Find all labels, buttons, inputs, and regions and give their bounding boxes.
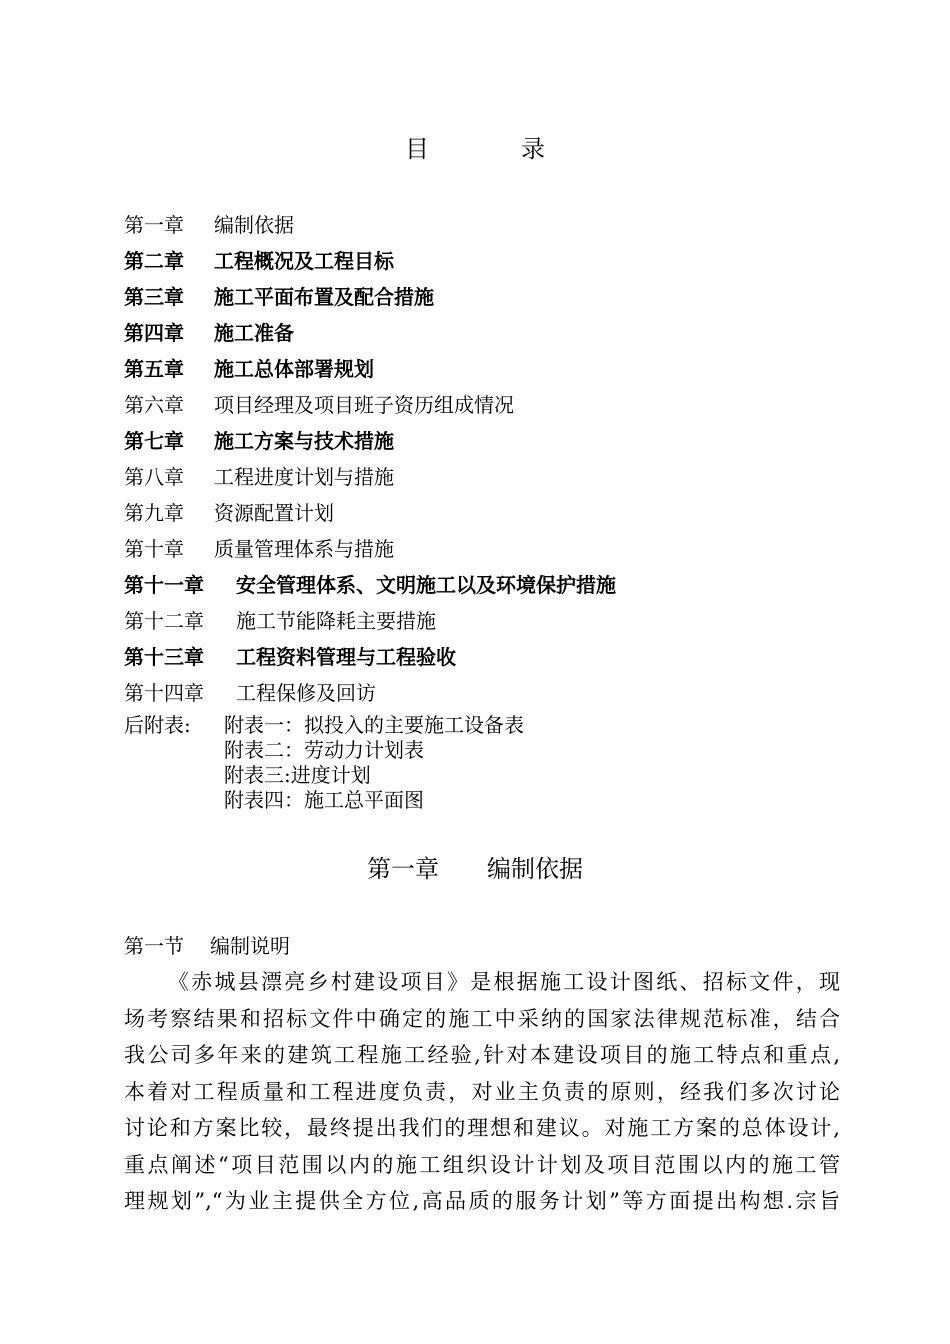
toc-title-left: 目: [405, 135, 429, 163]
toc-title-right: 录: [521, 135, 545, 163]
toc-item: [124, 531, 884, 567]
toc-item: [124, 387, 884, 423]
toc-item-number: 第八章: [124, 465, 184, 489]
appendix-item-text: 附表一：拟投入的主要施工设备表: [224, 713, 524, 737]
table-of-contents: [124, 207, 884, 813]
toc-item-number: 第七章: [124, 429, 184, 453]
appendix-item: [124, 713, 884, 738]
toc-item-number: 第一章: [124, 213, 184, 237]
toc-item-title: 安全管理体系、文明施工以及环境保护措施: [236, 573, 616, 597]
toc-item-title: 工程概况及工程目标: [214, 249, 394, 273]
toc-item: [124, 315, 884, 351]
toc-item-number: 第四章: [124, 321, 184, 345]
toc-item: [124, 243, 884, 279]
toc-item-title: 工程进度计划与措施: [214, 465, 394, 489]
toc-item-number: 第十二章: [124, 609, 204, 633]
appendix-label: 后附表:: [124, 713, 191, 737]
appendix-item: 附表四：施工总平面图: [224, 788, 424, 812]
toc-item-number: 第十章: [124, 537, 184, 561]
paragraph-line: 《赤城县漂亮乡村建设项目》是根据施工设计图纸、招标文件，现: [168, 970, 840, 994]
appendix-list: [124, 713, 884, 813]
toc-item-title: 工程保修及回访: [236, 681, 376, 705]
toc-item-title: 施工总体部署规划: [214, 357, 374, 381]
toc-item-title: 项目经理及项目班子资历组成情况: [214, 393, 514, 417]
toc-item: [124, 351, 884, 387]
appendix-item: 附表二：劳动力计划表: [224, 738, 424, 762]
toc-item-number: 第十三章: [124, 645, 204, 669]
section-title: 编制说明: [210, 934, 290, 958]
toc-item-number: 第三章: [124, 285, 184, 309]
toc-item: [124, 675, 884, 711]
toc-title: [0, 132, 950, 166]
toc-item-title: 资源配置计划: [214, 501, 334, 525]
paragraph-line: 场考察结果和招标文件中确定的施工中采纳的国家法律规范标准，结合: [124, 1006, 840, 1031]
toc-item-title: 质量管理体系与措施: [214, 537, 394, 561]
toc-item: [124, 207, 884, 243]
toc-item: [124, 279, 884, 315]
chapter-number: 第一章: [367, 855, 439, 883]
body-paragraph: [124, 964, 840, 1220]
toc-item-title: 施工平面布置及配合措施: [214, 285, 434, 309]
toc-item: [124, 459, 884, 495]
toc-item: [124, 567, 884, 603]
toc-item-number: 第五章: [124, 357, 184, 381]
toc-item-title: 工程资料管理与工程验收: [236, 645, 456, 669]
section-heading: [124, 928, 290, 964]
paragraph-line: 重点阐述“项目范围以内的施工组织设计计划及项目范围以内的施工管: [124, 1152, 840, 1177]
paragraph-line: 讨论和方案比较，最终提出我们的理想和建议。对施工方案的总体设计,: [124, 1116, 840, 1140]
chapter-heading: [0, 852, 950, 886]
toc-item-title: 施工方案与技术措施: [214, 429, 394, 453]
toc-item: [124, 603, 884, 639]
toc-item-number: 第十四章: [124, 681, 204, 705]
section-number: 第一节: [124, 934, 184, 958]
toc-item-title: 施工准备: [214, 321, 294, 345]
toc-item-number: 第二章: [124, 249, 184, 273]
toc-item: [124, 495, 884, 531]
chapter-title: 编制依据: [487, 855, 583, 883]
paragraph-line: 理规划”,“为业主提供全方位,高品质的服务计划”等方面提出构想.宗旨: [124, 1189, 840, 1213]
paragraph-line: 我公司多年来的建筑工程施工经验,针对本建设项目的施工特点和重点,: [124, 1043, 840, 1067]
toc-item-number: 第十一章: [124, 573, 204, 597]
toc-item: [124, 423, 884, 459]
toc-item: [124, 639, 884, 675]
toc-item-title: 施工节能降耗主要措施: [236, 609, 436, 633]
toc-item-title: 编制依据: [214, 213, 294, 237]
toc-item-number: 第九章: [124, 501, 184, 525]
paragraph-line: 本着对工程质量和工程进度负责，对业主负责的原则，经我们多次讨论: [124, 1079, 840, 1104]
toc-item-number: 第六章: [124, 393, 184, 417]
appendix-item: 附表三:进度计划: [224, 763, 371, 787]
